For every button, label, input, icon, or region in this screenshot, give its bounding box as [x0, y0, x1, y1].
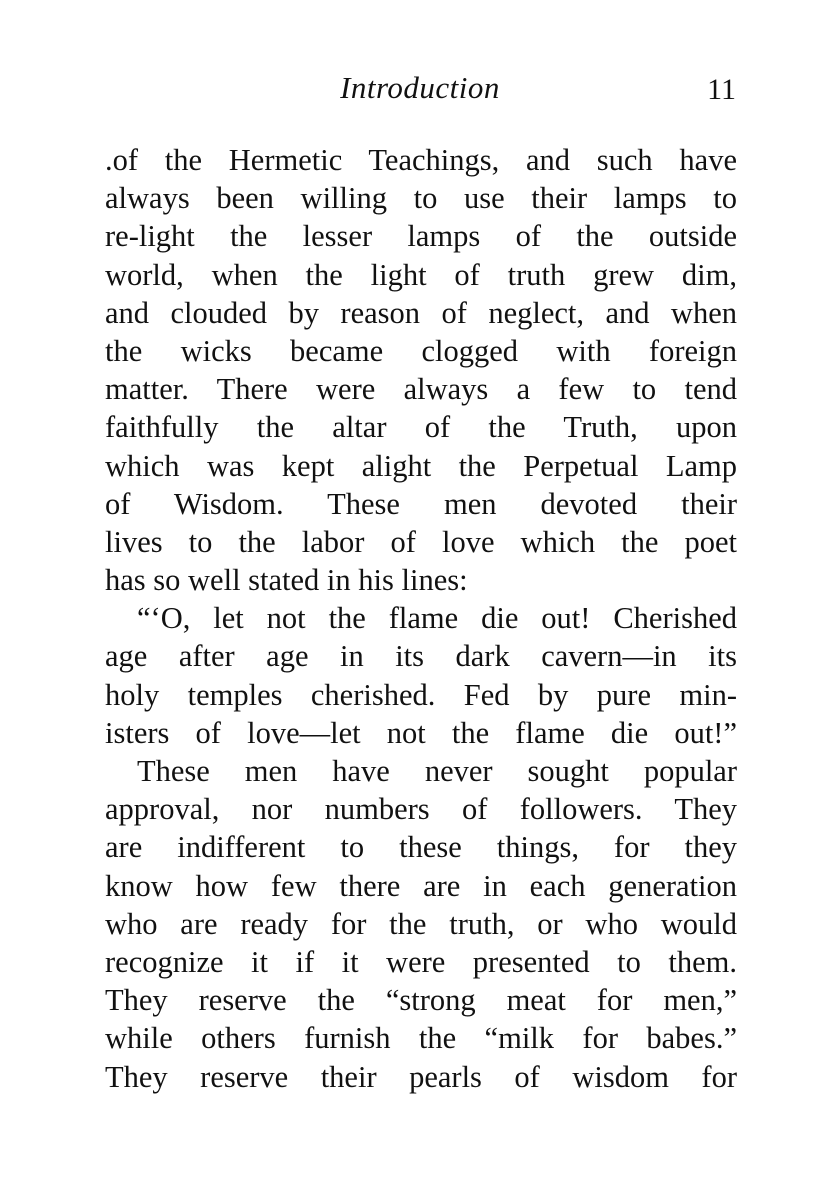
text-line: always been willing to use their lamps to: [105, 181, 737, 216]
quote-line: holy temples cherished. Fed by pure min-: [105, 677, 737, 712]
text-line: matter. There were always a few to tend: [105, 372, 737, 407]
text-line: know how few there are in each generation: [105, 868, 737, 903]
text-line: recognize it if it were presented to them.: [105, 944, 737, 979]
text-line: approval, nor numbers of followers. They: [105, 792, 737, 827]
quote-line: “‘O, let not the flame die out! Cherished: [137, 601, 737, 636]
text-line: .of the Hermetic Teachings, and such have: [105, 143, 737, 177]
text-line: They reserve the “strong meat for men,”: [105, 983, 737, 1018]
text-line: They reserve their pearls of wisdom for: [105, 1059, 737, 1094]
text-line: who are ready for the truth, or who would: [105, 906, 737, 941]
text-line: are indifferent to these things, for they: [105, 830, 737, 865]
body-text: [105, 141, 737, 1096]
text-line: These men have never sought popular: [137, 754, 737, 788]
text-line: while others furnish the “milk for babes.”: [105, 1021, 737, 1056]
text-line: faithfully the altar of the Truth, upon: [105, 410, 737, 445]
text-line: of Wisdom. These men devoted their: [105, 486, 737, 521]
text-line: re-light the lesser lamps of the outside: [105, 219, 737, 254]
text-line: world, when the light of truth grew dim,: [105, 257, 737, 292]
text-line: and clouded by reason of neglect, and when: [105, 295, 737, 330]
text-line: has so well stated in his lines:: [105, 563, 468, 598]
page-number: 11: [707, 73, 736, 106]
text-line: which was kept alight the Perpetual Lamp: [105, 448, 737, 483]
text-line: lives to the labor of love which the poet: [105, 524, 737, 559]
quote-line: isters of love—let not the flame die out!”: [105, 715, 737, 750]
quote-line: age after age in its dark cavern—in its: [105, 639, 737, 674]
text-line: the wicks became clogged with foreign: [105, 333, 737, 368]
running-title: Introduction: [340, 70, 500, 105]
